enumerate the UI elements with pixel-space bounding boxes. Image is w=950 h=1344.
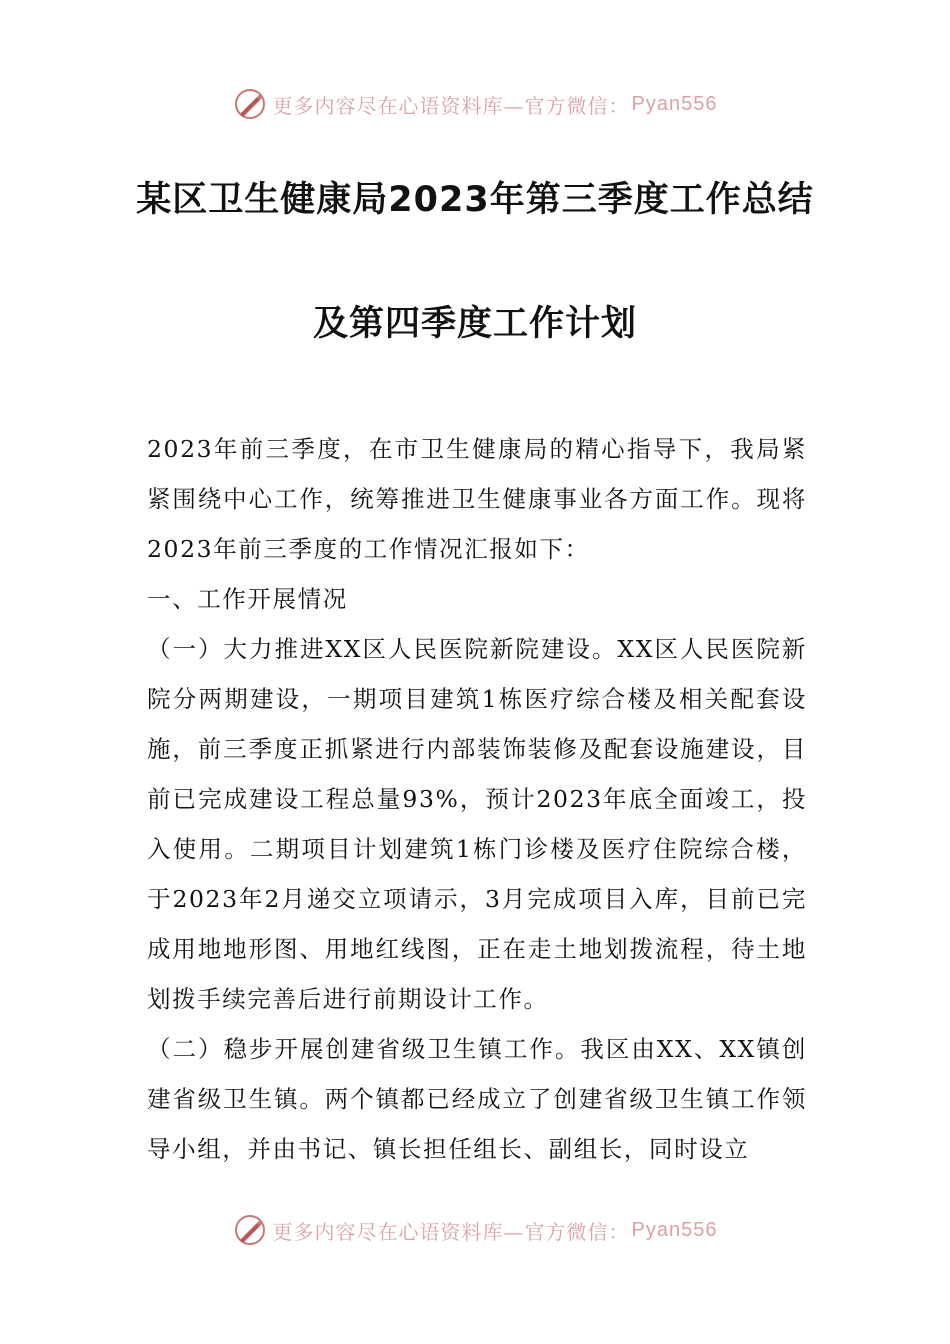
watermark-wechat-id: Pyan556 [631, 92, 718, 115]
document-title-line-2: 及第四季度工作计划 [312, 304, 637, 344]
item-paragraph-2: （二）稳步开展创建省级卫生镇工作。我区由XX、XX镇创建省级卫生镇。两个镇都已经成立了创建省级卫生镇工作领导小组，并由书记、镇长担任组长、副组长，同时设立 [147, 1035, 807, 1163]
watermark-footer [0, 1210, 950, 1250]
document-title-line-1: 某区卫生健康局2023年第三季度工作总结 [136, 180, 814, 220]
watermark-text: 更多内容尽在心语资料库—官方微信： [272, 1219, 630, 1244]
pen-logo-icon [233, 1213, 267, 1247]
pen-logo-icon [233, 87, 267, 121]
watermark-wechat-id: Pyan556 [631, 1218, 718, 1241]
section-heading: 一、工作开展情况 [147, 585, 348, 613]
watermark-header [0, 84, 950, 124]
intro-paragraph: 2023年前三季度，在市卫生健康局的精心指导下，我局紧紧围绕中心工作，统筹推进卫生健康事业各方面工作。现将2023年前三季度的工作情况汇报如下： [147, 435, 807, 563]
document-body [147, 424, 807, 1174]
item-paragraph-1: （一）大力推进XX区人民医院新院建设。XX区人民医院新院分两期建设，一期项目建筑1栋医疗综合楼及相关配套设施，前三季度正抓紧进行内部装饰装修及配套设施建设，目前已完成建设工程总量93%，预计2023年底全面竣工，投入使用。二期项目计划建筑1栋门诊楼及医疗住院综合楼，于2023年2月递交立项请示，3月完成项目入库，目前已完成用地地形图、用地红线图，正在走土地划拨流程，待土地划拨手续完善后进行前期设计工作。 [147, 635, 807, 1013]
watermark-text: 更多内容尽在心语资料库—官方微信： [272, 93, 630, 118]
